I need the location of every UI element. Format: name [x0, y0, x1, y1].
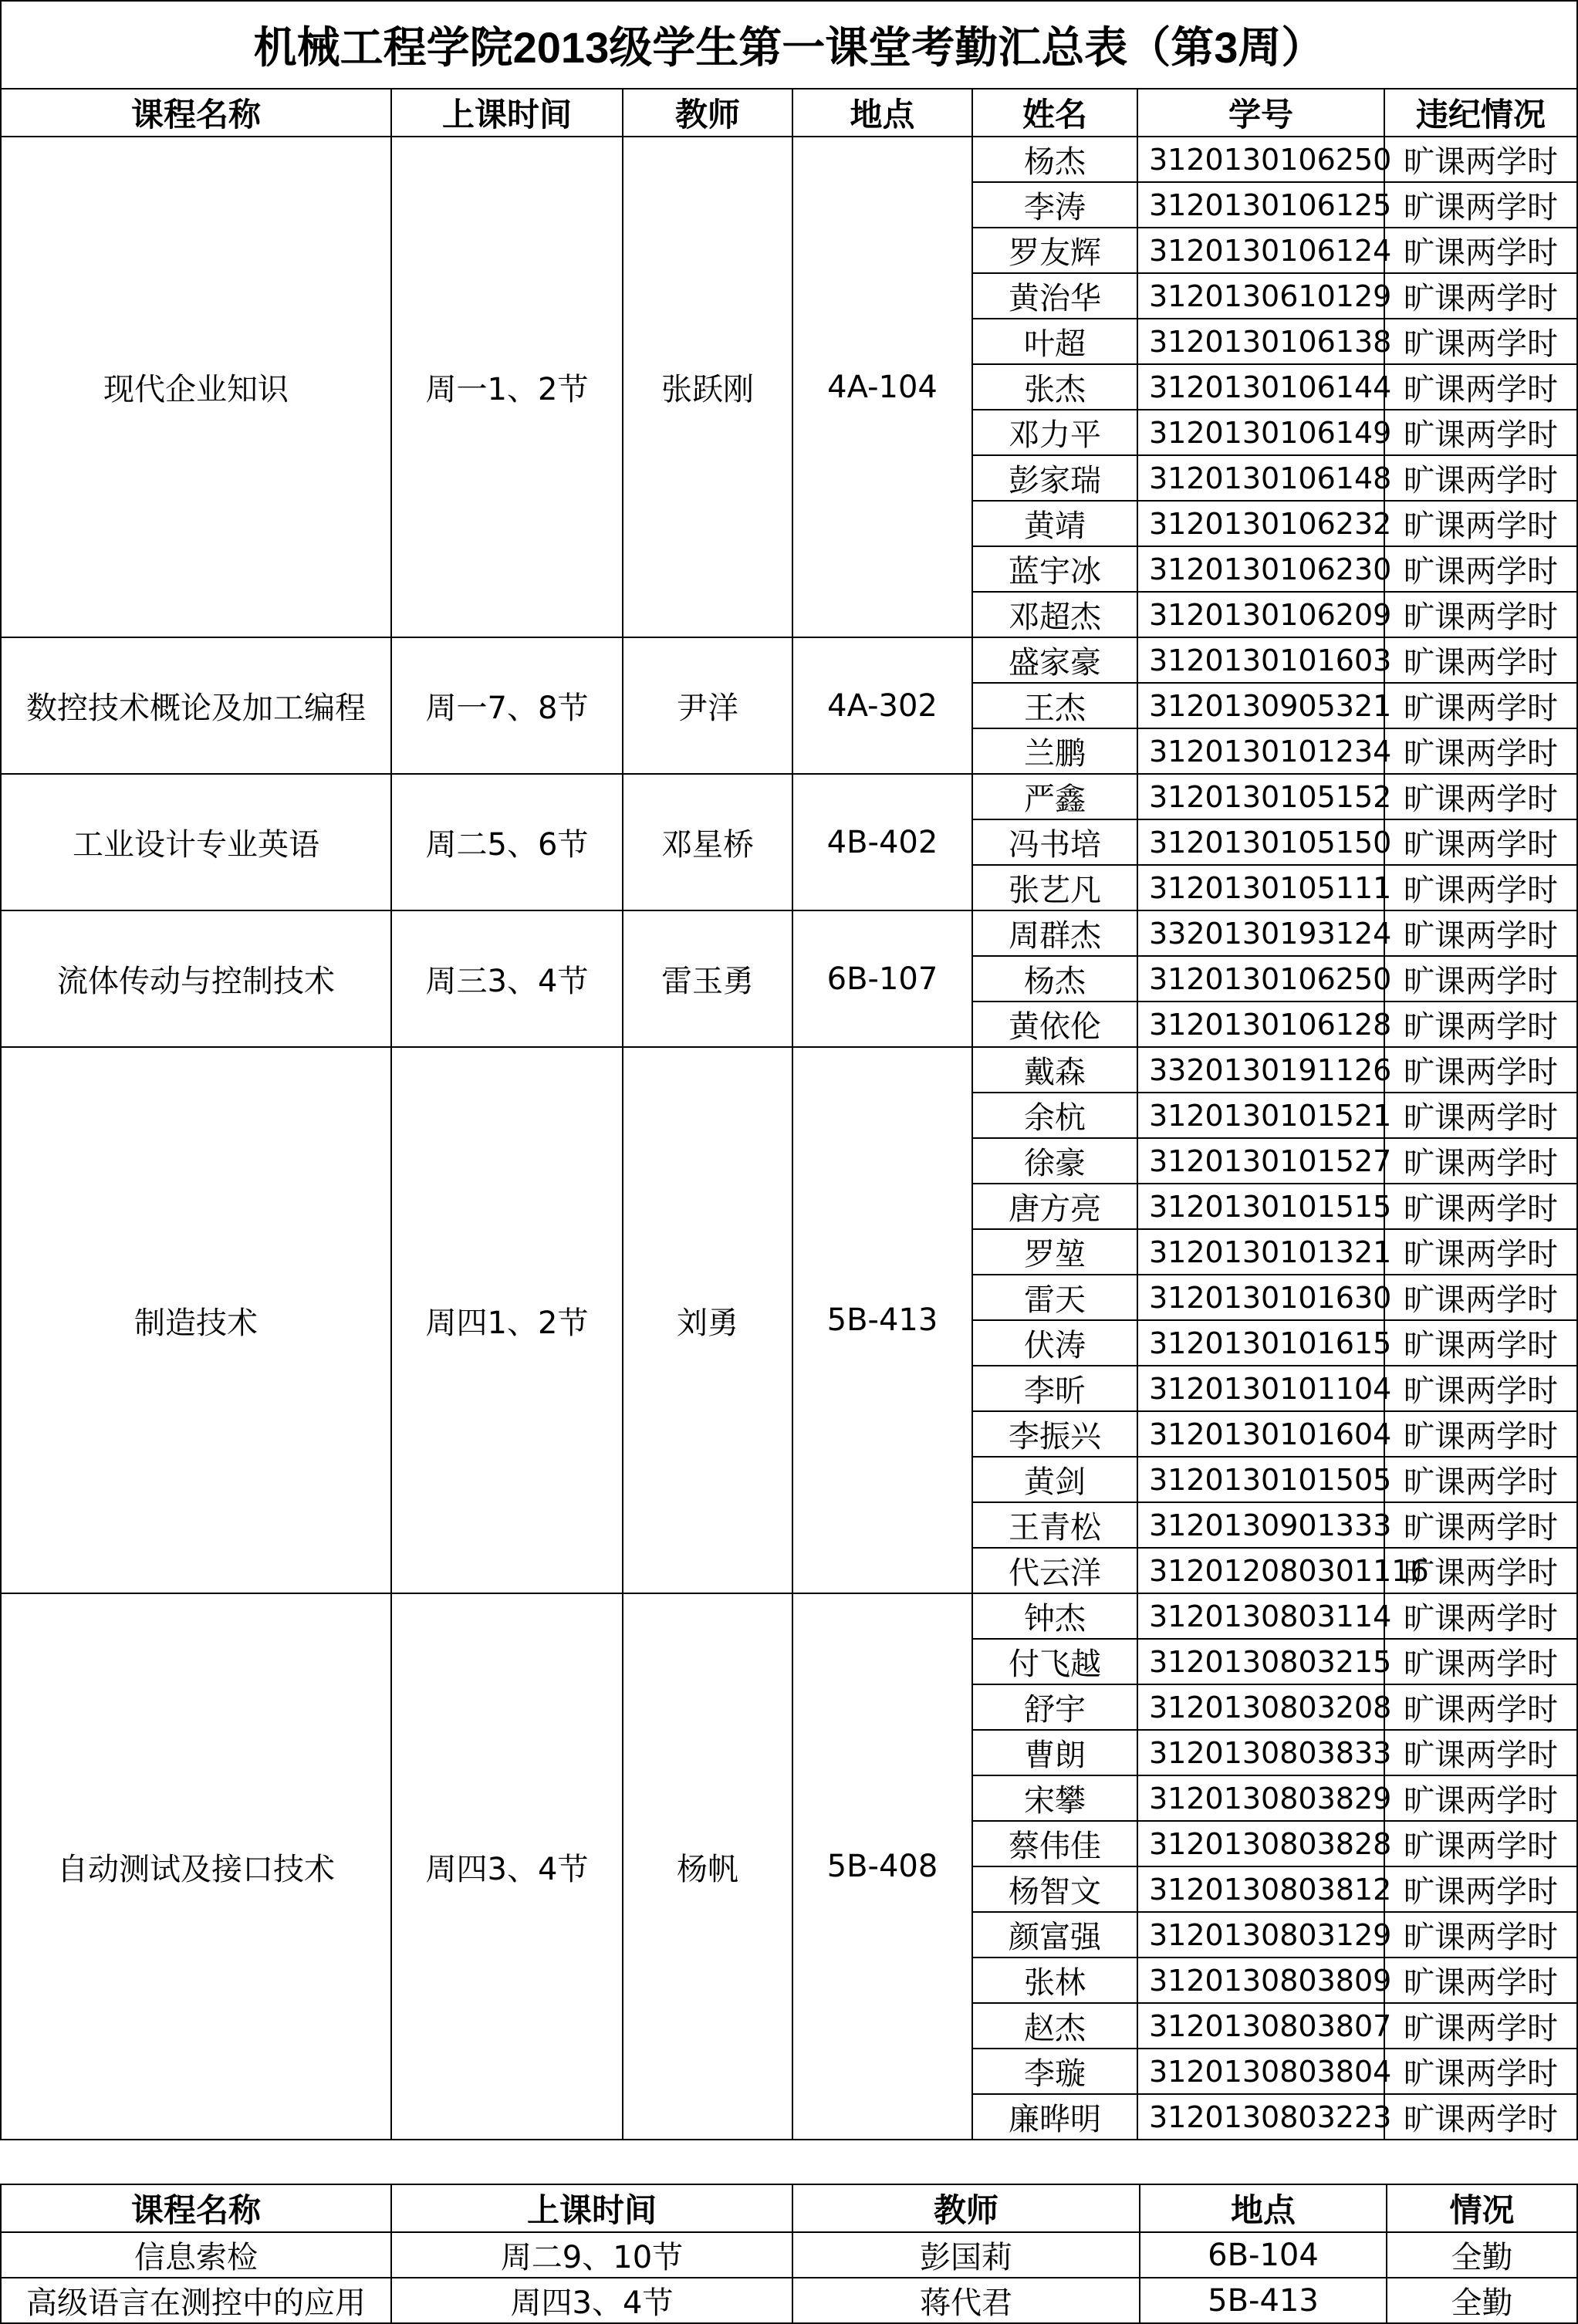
student-id: 3120130101615 [1137, 1320, 1384, 1366]
summary-header-row [1, 2184, 1577, 2232]
student-id: 3120130803829 [1137, 1775, 1384, 1821]
student-id: 3120130106250 [1137, 137, 1384, 182]
header-student-name: 姓名 [972, 89, 1137, 137]
violation-status: 旷课两学时 [1384, 1912, 1577, 1957]
table-row [1, 637, 1577, 683]
student-id: 3120130106148 [1137, 455, 1384, 501]
student-id: 3120130803223 [1137, 2094, 1384, 2140]
summary-location: 6B-104 [1140, 2232, 1387, 2278]
violation-status: 旷课两学时 [1384, 1502, 1577, 1548]
student-name: 钟杰 [972, 1593, 1137, 1639]
teacher-name: 雷玉勇 [623, 910, 792, 1047]
violation-status: 旷课两学时 [1384, 1047, 1577, 1093]
summary-status: 全勤 [1387, 2232, 1577, 2278]
student-id: 3120130106124 [1137, 228, 1384, 273]
student-id: 3120130101630 [1137, 1275, 1384, 1320]
violation-status: 旷课两学时 [1384, 819, 1577, 865]
student-id: 3120130101604 [1137, 1411, 1384, 1457]
classroom: 6B-107 [792, 910, 972, 1047]
student-id: 3120130101234 [1137, 728, 1384, 774]
violation-status: 旷课两学时 [1384, 1093, 1577, 1138]
violation-status: 旷课两学时 [1384, 410, 1577, 455]
student-name: 李璇 [972, 2049, 1137, 2094]
student-id: 3120130101321 [1137, 1229, 1384, 1275]
header-course-name: 课程名称 [1, 89, 391, 137]
student-id: 3120130106230 [1137, 546, 1384, 592]
student-name: 廉晔明 [972, 2094, 1137, 2140]
violation-status: 旷课两学时 [1384, 546, 1577, 592]
course-name: 自动测试及接口技术 [1, 1593, 391, 2140]
student-name: 杨智文 [972, 1866, 1137, 1912]
class-time: 周一1、2节 [391, 137, 623, 637]
student-id: 3120130105111 [1137, 865, 1384, 910]
classroom: 4A-302 [792, 637, 972, 774]
classroom: 5B-408 [792, 1593, 972, 2140]
student-id: 3120130106209 [1137, 592, 1384, 637]
student-name: 赵杰 [972, 2003, 1137, 2049]
violation-status: 旷课两学时 [1384, 2003, 1577, 2049]
violation-status: 旷课两学时 [1384, 1366, 1577, 1411]
summary-header-teacher: 教师 [792, 2184, 1140, 2232]
student-id: 3120130803833 [1137, 1730, 1384, 1775]
student-id: 3120130101104 [1137, 1366, 1384, 1411]
student-id: 3120130803114 [1137, 1593, 1384, 1639]
course-name: 现代企业知识 [1, 137, 391, 637]
violation-status: 旷课两学时 [1384, 728, 1577, 774]
student-name: 邓超杰 [972, 592, 1137, 637]
student-name: 黄剑 [972, 1457, 1137, 1502]
summary-teacher: 蒋代君 [792, 2278, 1140, 2323]
student-id: 3120130105150 [1137, 819, 1384, 865]
student-id: 3120130106250 [1137, 956, 1384, 1002]
violation-status: 旷课两学时 [1384, 956, 1577, 1002]
student-id: 3120130106232 [1137, 501, 1384, 546]
violation-status: 旷课两学时 [1384, 1639, 1577, 1684]
violation-status: 旷课两学时 [1384, 1411, 1577, 1457]
teacher-name: 杨帆 [623, 1593, 792, 2140]
student-name: 李昕 [972, 1366, 1137, 1411]
student-name: 余杭 [972, 1093, 1137, 1138]
student-id: 3120130803129 [1137, 1912, 1384, 1957]
class-time: 周四3、4节 [391, 1593, 623, 2140]
teacher-name: 邓星桥 [623, 774, 792, 910]
student-id: 3120130803208 [1137, 1684, 1384, 1730]
student-name: 唐方亮 [972, 1184, 1137, 1229]
student-name: 邓力平 [972, 410, 1137, 455]
student-name: 王杰 [972, 683, 1137, 728]
student-name: 舒宇 [972, 1684, 1137, 1730]
violation-status: 旷课两学时 [1384, 1684, 1577, 1730]
student-name: 杨杰 [972, 956, 1137, 1002]
student-name: 张林 [972, 1957, 1137, 2003]
student-id: 3120130101505 [1137, 1457, 1384, 1502]
student-name: 兰鹏 [972, 728, 1137, 774]
header-teacher: 教师 [623, 89, 792, 137]
student-id: 312012080301116 [1137, 1548, 1384, 1593]
student-id: 3120130106128 [1137, 1002, 1384, 1047]
course-name: 工业设计专业英语 [1, 774, 391, 910]
table-row [1, 774, 1577, 819]
table-row [1, 1593, 1577, 1639]
violation-status: 旷课两学时 [1384, 1138, 1577, 1184]
header-location: 地点 [792, 89, 972, 137]
student-name: 戴森 [972, 1047, 1137, 1093]
violation-status: 旷课两学时 [1384, 2049, 1577, 2094]
summary-teacher: 彭国莉 [792, 2232, 1140, 2278]
teacher-name: 刘勇 [623, 1047, 792, 1593]
violation-status: 旷课两学时 [1384, 1002, 1577, 1047]
violation-status: 旷课两学时 [1384, 1548, 1577, 1593]
student-name: 付飞越 [972, 1639, 1137, 1684]
class-time: 周一7、8节 [391, 637, 623, 774]
student-name: 严鑫 [972, 774, 1137, 819]
violation-status: 旷课两学时 [1384, 137, 1577, 182]
violation-status: 旷课两学时 [1384, 1593, 1577, 1639]
violation-status: 旷课两学时 [1384, 592, 1577, 637]
violation-status: 旷课两学时 [1384, 774, 1577, 819]
classroom: 5B-413 [792, 1047, 972, 1593]
violation-status: 旷课两学时 [1384, 865, 1577, 910]
student-id: 3120130610129 [1137, 273, 1384, 319]
page-title: 机械工程学院2013级学生第一课堂考勤汇总表（第3周） [1, 1, 1577, 89]
classroom: 4A-104 [792, 137, 972, 637]
student-name: 叶超 [972, 319, 1137, 364]
student-name: 蓝宇冰 [972, 546, 1137, 592]
summary-header-location: 地点 [1140, 2184, 1387, 2232]
violation-status: 旷课两学时 [1384, 1821, 1577, 1866]
student-name: 张艺凡 [972, 865, 1137, 910]
student-id: 3120130901333 [1137, 1502, 1384, 1548]
summary-header-course-name: 课程名称 [1, 2184, 391, 2232]
student-id: 3120130905321 [1137, 683, 1384, 728]
student-name: 代云洋 [972, 1548, 1137, 1593]
student-name: 罗友辉 [972, 228, 1137, 273]
violation-status: 旷课两学时 [1384, 1866, 1577, 1912]
summary-class-time: 周四3、4节 [391, 2278, 792, 2323]
student-id: 3120130101603 [1137, 637, 1384, 683]
summary-header-class-time: 上课时间 [391, 2184, 792, 2232]
violation-status: 旷课两学时 [1384, 1275, 1577, 1320]
teacher-name: 尹洋 [623, 637, 792, 774]
table-header-row [1, 89, 1577, 137]
student-name: 黄依伦 [972, 1002, 1137, 1047]
summary-row [1, 2232, 1577, 2278]
student-id: 3320130191126 [1137, 1047, 1384, 1093]
summary-course-name: 信息索检 [1, 2232, 391, 2278]
student-id: 3120130803809 [1137, 1957, 1384, 2003]
student-id: 3120130803828 [1137, 1821, 1384, 1866]
violation-status: 旷课两学时 [1384, 455, 1577, 501]
full-attendance-table [0, 2184, 1578, 2324]
student-name: 徐豪 [972, 1138, 1137, 1184]
student-name: 李涛 [972, 182, 1137, 228]
header-student-id: 学号 [1137, 89, 1384, 137]
violation-status: 旷课两学时 [1384, 910, 1577, 956]
student-name: 蔡伟佳 [972, 1821, 1137, 1866]
course-name: 制造技术 [1, 1047, 391, 1593]
violation-status: 旷课两学时 [1384, 1730, 1577, 1775]
student-name: 盛家豪 [972, 637, 1137, 683]
student-name: 彭家瑞 [972, 455, 1137, 501]
student-name: 曹朗 [972, 1730, 1137, 1775]
student-name: 冯书培 [972, 819, 1137, 865]
summary-course-name: 高级语言在测控中的应用 [1, 2278, 391, 2323]
student-name: 罗堃 [972, 1229, 1137, 1275]
header-class-time: 上课时间 [391, 89, 623, 137]
student-id: 3120130106125 [1137, 182, 1384, 228]
student-id: 3120130106149 [1137, 410, 1384, 455]
student-name: 宋攀 [972, 1775, 1137, 1821]
violation-status: 旷课两学时 [1384, 2094, 1577, 2140]
violation-status: 旷课两学时 [1384, 1184, 1577, 1229]
violation-status: 旷课两学时 [1384, 1457, 1577, 1502]
violation-status: 旷课两学时 [1384, 319, 1577, 364]
student-id: 3120130106144 [1137, 364, 1384, 410]
student-name: 颜富强 [972, 1912, 1137, 1957]
student-name: 伏涛 [972, 1320, 1137, 1366]
student-name: 王青松 [972, 1502, 1137, 1548]
header-violation: 违纪情况 [1384, 89, 1577, 137]
summary-row [1, 2278, 1577, 2323]
teacher-name: 张跃刚 [623, 137, 792, 637]
summary-status: 全勤 [1387, 2278, 1577, 2323]
violation-status: 旷课两学时 [1384, 364, 1577, 410]
table-row [1, 137, 1577, 182]
violation-status: 旷课两学时 [1384, 182, 1577, 228]
student-name: 杨杰 [972, 137, 1137, 182]
table-row [1, 910, 1577, 956]
student-id: 3120130803812 [1137, 1866, 1384, 1912]
violation-status: 旷课两学时 [1384, 1229, 1577, 1275]
student-name: 周群杰 [972, 910, 1137, 956]
violation-status: 旷课两学时 [1384, 1775, 1577, 1821]
table-row [1, 1047, 1577, 1093]
summary-class-time: 周二9、10节 [391, 2232, 792, 2278]
violation-status: 旷课两学时 [1384, 1320, 1577, 1366]
class-time: 周二5、6节 [391, 774, 623, 910]
summary-header-status: 情况 [1387, 2184, 1577, 2232]
student-id: 3320130193124 [1137, 910, 1384, 956]
student-id: 3120130101515 [1137, 1184, 1384, 1229]
student-name: 黄治华 [972, 273, 1137, 319]
attendance-table-body [1, 137, 1577, 2140]
violation-status: 旷课两学时 [1384, 1957, 1577, 2003]
classroom: 4B-402 [792, 774, 972, 910]
student-id: 3120130106138 [1137, 319, 1384, 364]
student-id: 3120130101527 [1137, 1138, 1384, 1184]
student-id: 3120130105152 [1137, 774, 1384, 819]
class-time: 周四1、2节 [391, 1047, 623, 1593]
violation-status: 旷课两学时 [1384, 637, 1577, 683]
student-name: 李振兴 [972, 1411, 1137, 1457]
student-name: 张杰 [972, 364, 1137, 410]
course-name: 数控技术概论及加工编程 [1, 637, 391, 774]
summary-location: 5B-413 [1140, 2278, 1387, 2323]
student-id: 3120130803807 [1137, 2003, 1384, 2049]
course-name: 流体传动与控制技术 [1, 910, 391, 1047]
student-name: 黄靖 [972, 501, 1137, 546]
violation-status: 旷课两学时 [1384, 501, 1577, 546]
violation-status: 旷课两学时 [1384, 273, 1577, 319]
violation-status: 旷课两学时 [1384, 683, 1577, 728]
student-id: 3120130803215 [1137, 1639, 1384, 1684]
class-time: 周三3、4节 [391, 910, 623, 1047]
student-id: 3120130803804 [1137, 2049, 1384, 2094]
student-name: 雷天 [972, 1275, 1137, 1320]
student-id: 3120130101521 [1137, 1093, 1384, 1138]
violation-status: 旷课两学时 [1384, 228, 1577, 273]
